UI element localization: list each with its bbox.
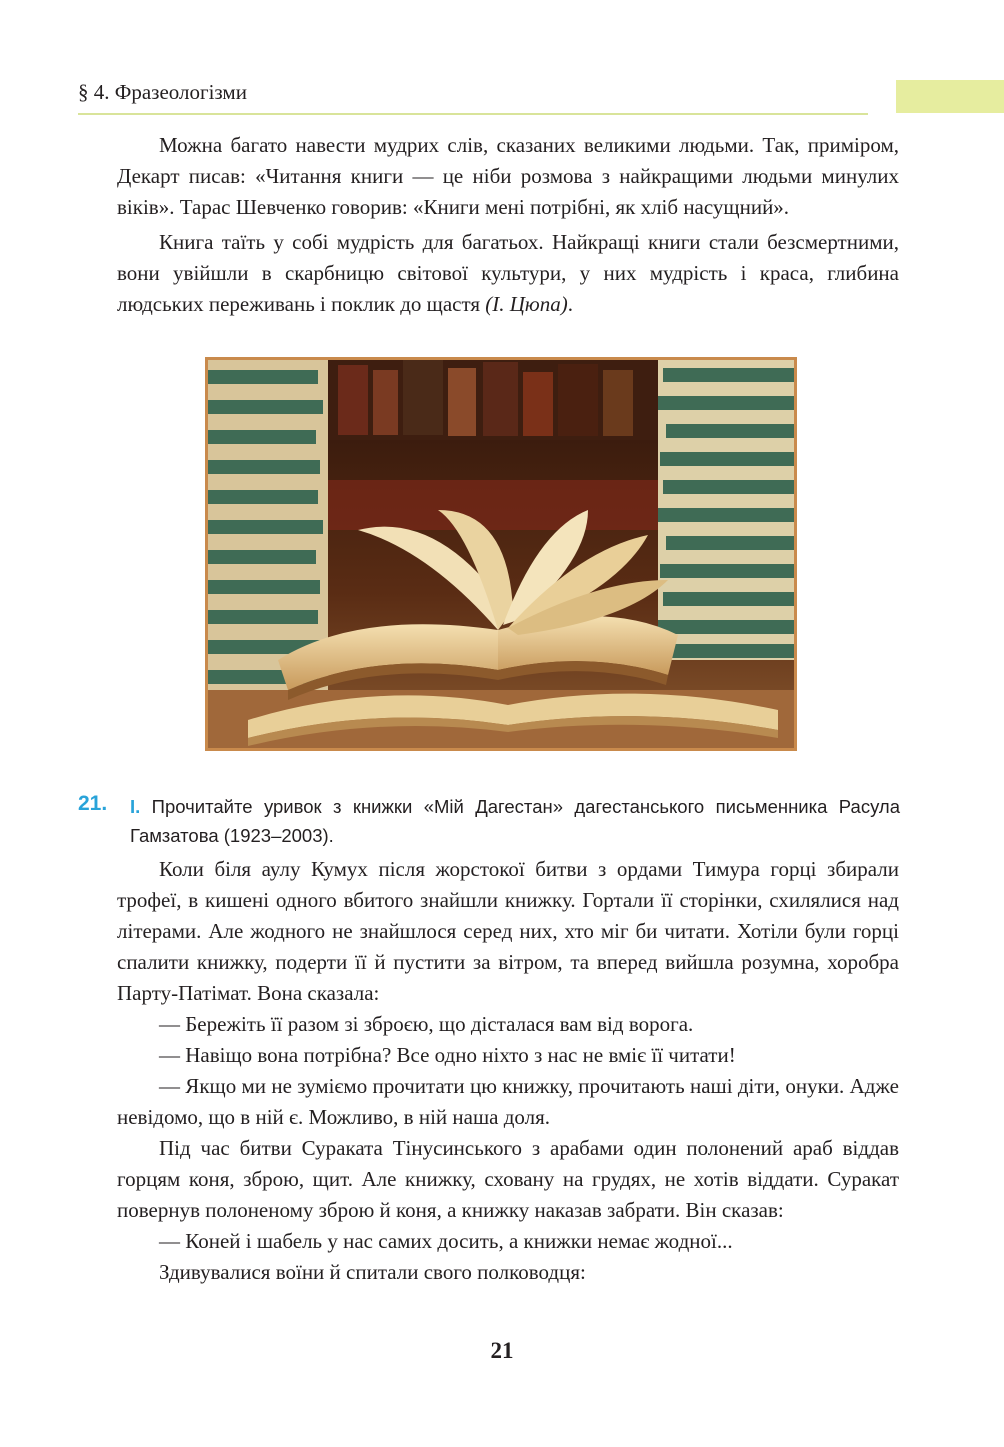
- intro-paragraph-2: [117, 227, 899, 320]
- story-paragraph: — Навіщо вона потрібна? Все одно ніхто з нас не вміє її читати!: [159, 1043, 736, 1067]
- exercise-instruction-text: Прочитайте уривок з книжки «Мій Дагестан» дагестанського письменника Расула Гамзатова (1923–2003).: [130, 796, 900, 846]
- story-paragraph: Здивувалися воїни й спитали свого полководця:: [159, 1260, 586, 1284]
- header-color-tab: [896, 80, 1004, 113]
- books-photo: [205, 357, 797, 751]
- intro-section: [117, 130, 899, 320]
- intro-paragraph-2-text: Книга таїть у собі мудрість для багатьох. Найкращі книги стали безсмертними, вони увійшли в скарбницю світової культури, у них мудрість і краса, глибина людських переживань і поклик до щастя: [117, 230, 899, 316]
- right-book-stack: [658, 360, 794, 660]
- story-paragraph: — Бережіть її разом зі зброєю, що дісталася вам від ворога.: [159, 1012, 694, 1036]
- intro-paragraph-2-end: .: [567, 292, 573, 316]
- story-paragraph: Під час битви Сураката Тінусинського з арабами один полонений араб віддав горцям коня, зброю, щит. Але книжку, сховану на грудях, не хотів віддати. Суракат повернув полоненому зброю й коня, а книжку наказав забрати. Він сказав:: [117, 1136, 899, 1222]
- exercise-number: 21.: [78, 792, 108, 815]
- header-divider: [78, 113, 868, 115]
- exercise-instruction: [130, 792, 900, 850]
- story-paragraph: — Якщо ми не зуміємо прочитати цю книжку, прочитають наші діти, онуки. Адже невідомо, що в ній є. Можливо, в ній наша доля.: [117, 1074, 899, 1129]
- page-number: 21: [490, 1338, 514, 1363]
- open-books-illustration: [208, 360, 794, 748]
- exercise-marker: І.: [130, 796, 141, 817]
- story-section: [117, 854, 899, 1288]
- story-paragraph: Коли біля аулу Кумух після жорстокої битви з ордами Тимура горці збирали трофеї, в кишені одного вбитого знайшли книжку. Гортали її сторінки, схилялися над літерами. Але жодного не знайшлося серед них, хто міг би читати. Хотіли були горці спалити книжку, подерти її й пустити за вітром, та вперед вийшла розумна, хоробра Парту-Патімат. Вона сказала:: [117, 857, 899, 1005]
- running-header: § 4. Фразеологізми: [78, 80, 247, 104]
- left-book-stack: [208, 360, 328, 690]
- intro-paragraph-1: Можна багато навести мудрих слів, сказаних великими людьми. Так, приміром, Декарт писав: «Читання книги — це ніби розмова з найкращими людьми минулих віків». Тарас Шевченко говорив: «Книги мені потрібні, як хліб насущний».: [117, 133, 899, 219]
- story-paragraph: — Коней і шабель у нас самих досить, а книжки немає жодної...: [159, 1229, 733, 1253]
- intro-author: (І. Цюпа): [485, 292, 568, 316]
